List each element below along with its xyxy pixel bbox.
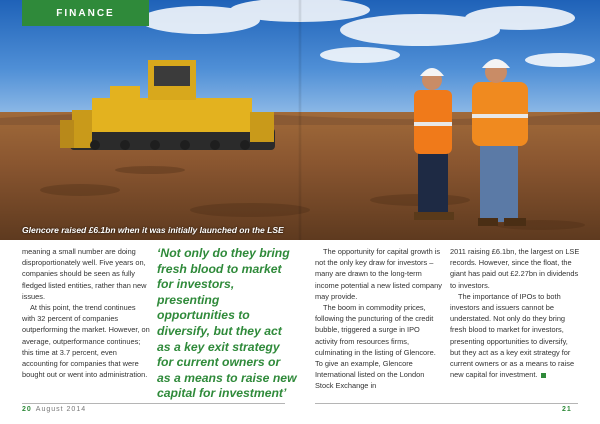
article-column-3: [315, 246, 443, 392]
section-label: FINANCE: [56, 7, 115, 19]
paragraph: At this point, the trend continues with 32 percent of companies outperforming the market. However, on average, outperformance continues; this time at 3.7 percent, even accounting for companies that were bought out or went into administration.: [22, 303, 150, 380]
folio-left: [22, 406, 86, 413]
page-number-left: 20: [22, 406, 32, 413]
article-column-1: [22, 246, 150, 380]
article-column-4: [450, 246, 580, 380]
end-mark-icon: [541, 373, 546, 378]
pull-quote: ‘Not only do they bring fresh blood to market for investors, presenting opportunities to diversify, but they act as a key exit strategy for current owners or as a means to raise new capital for investment’: [157, 246, 297, 401]
paragraph: 2011 raising £6.1bn, the largest on LSE records. However, since the float, the giant has paid out £2.27bn in dividends to investors.: [450, 247, 580, 290]
worker-left: [414, 68, 454, 220]
page-number-right: 21: [562, 406, 572, 413]
section-tab: [22, 0, 149, 26]
paragraph: The boom in commodity prices, following the puncturing of the credit bubble, triggered a surge in IPO activity from resources firms, culminating in the listing of Glencore. To give an example, Glencore International listed on the London Stock Exchange in: [315, 303, 436, 391]
page-gutter: [298, 0, 302, 240]
footer-rule-right: [315, 403, 578, 404]
paragraph: [450, 291, 580, 381]
paragraph: meaning a small number are doing disproportionately well. Five years on, companies should be seen as fully fledged listed entities, rather than new issues.: [22, 247, 147, 301]
photo-caption: Glencore raised £6.1bn when it was initially launched on the LSE: [22, 225, 284, 235]
paragraph-text: The importance of IPOs to both investors and issuers cannot be understated. Not only do they bring fresh blood to market for investors, presenting opportunities to diversify, but they act as a key exit strategy for current owners or as a means to raise new capital for investment.: [450, 291, 575, 380]
issue-date: August 2014: [35, 406, 87, 413]
paragraph: The opportunity for capital growth is not the only key draw for investors – many are drawn to the long-term income potential a new listed company may provide.: [315, 247, 442, 301]
footer-rule-left: [22, 403, 285, 404]
